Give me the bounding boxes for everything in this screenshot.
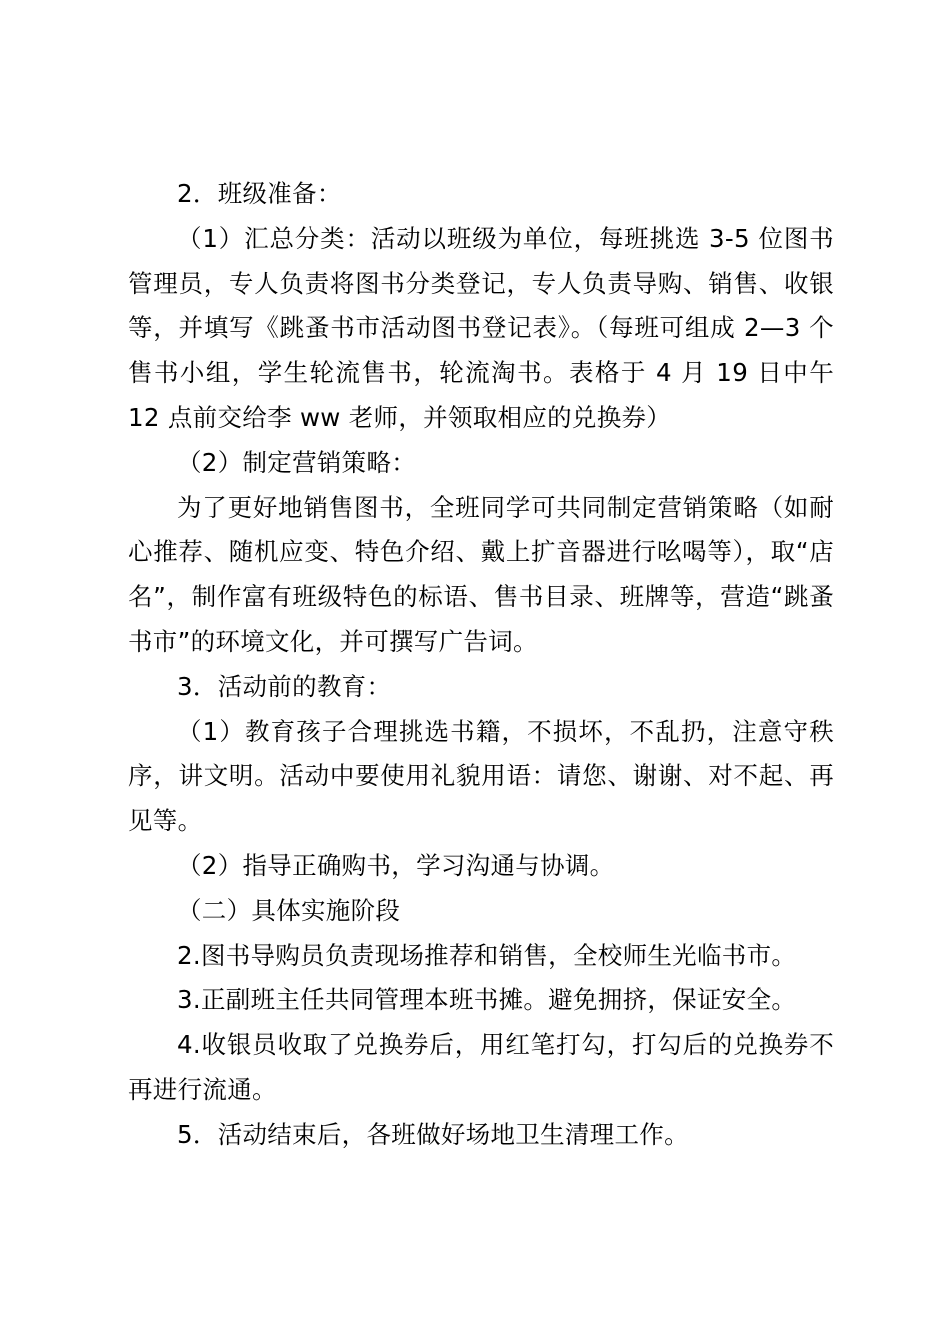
document-page — [128, 172, 834, 1158]
paragraph-marketing-strategy: 为了更好地销售图书，全班同学可共同制定营销策略（如耐心推荐、随机应变、特色介绍、戴上扩音器进行吆喝等），取“店名”，制作富有班级特色的标语、售书目录、班牌等，营造“跳蚤书市”的环境文化，并可撰写广告词。 — [128, 492, 834, 656]
paragraph-item-3: 3.正副班主任共同管理本班书摊。避免拥挤，保证安全。 — [177, 985, 797, 1015]
paragraph-item-5: 5．活动结束后，各班做好场地卫生清理工作。 — [177, 1119, 689, 1149]
paragraph-education-rules: （1）教育孩子合理挑选书籍，不损坏，不乱扔，注意守秩序，讲文明。活动中要使用礼貌用语：请您、谢谢、对不起、再见等。 — [128, 716, 834, 836]
heading-pre-activity-education: 3．活动前的教育： — [177, 671, 392, 701]
paragraph-purchase-guidance: （2）指导正确购书，学习沟通与协调。 — [177, 850, 615, 880]
paragraph-item-4: 4.收银员收取了兑换券后，用红笔打勾，打勾后的兑换券不再进行流通。 — [128, 1030, 834, 1104]
heading-implementation-stage: （二）具体实施阶段 — [177, 895, 401, 925]
heading-class-preparation: 2．班级准备： — [177, 179, 342, 208]
heading-marketing-strategy: （2）制定营销策略： — [177, 447, 417, 477]
paragraph-summary-classification: （1）汇总分类：活动以班级为单位，每班挑选 3-5 位图书管理员，专人负责将图书分类登记，专人负责导购、销售、收银等，并填写《跳蚤书市活动图书登记表》。（每班可组成 2—3 个售书小组，学生轮流售书，轮流淘书。表格于 4 月 19 日中午 12 点前交给李 ww 老师，并领取相应的兑换券） — [128, 223, 834, 432]
paragraph-item-2: 2.图书导购员负责现场推荐和销售，全校师生光临书市。 — [177, 940, 797, 970]
